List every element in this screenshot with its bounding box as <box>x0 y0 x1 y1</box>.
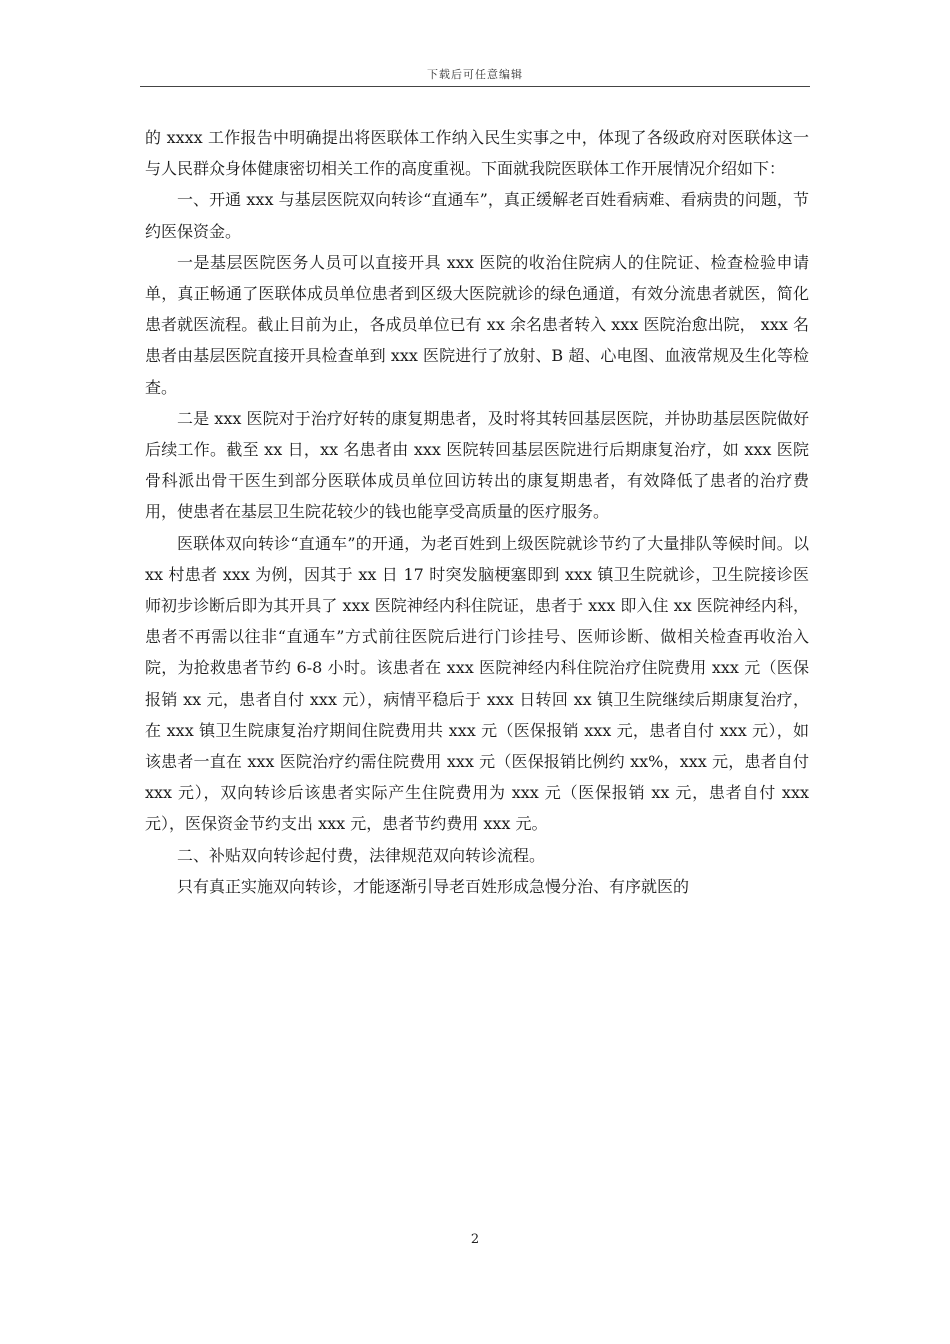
paragraph-point-2: 二是 xxx 医院对于治疗好转的康复期患者，及时将其转回基层医院，并协助基层医院做好后续工作。截至 xx 日，xx 名患者由 xxx 医院转回基层医院进行后期康复治疗，如 xxx 医院骨科派出骨干医生到部分医联体成员单位回访转出的康复期患者，有效降低了患者的治疗费用，使患者在基层卫生院花较少的钱也能享受高质量的医疗服务。 <box>145 408 809 522</box>
header-divider <box>140 86 810 87</box>
paragraph-point-1: 一是基层医院医务人员可以直接开具 xxx 医院的收治住院病人的住院证、检查检验申请单，真正畅通了医联体成员单位患者到区级大医院就诊的绿色通道，有效分流患者就医，简化患者就医流程。截止目前为止，各成员单位已有 xx 余名患者转入 xxx 医院治愈出院， xxx 名患者由基层医院直接开具检查单到 xxx 医院进行了放射、B 超、心电图、血液常规及生化等检查。 <box>145 252 809 397</box>
page-number: 2 <box>470 1232 480 1247</box>
document-body <box>145 122 809 902</box>
page-header: 下载后可任意编辑 <box>427 68 523 81</box>
paragraph-case-example: 医联体双向转诊“直通车”的开通，为老百姓到上级医院就诊节约了大量排队等候时间。以 xx 村患者 xxx 为例，因其于 xx 日 17 时突发脑梗塞即到 xxx 镇卫生院就诊，卫生院接诊医师初步诊断后即为其开具了 xxx 医院神经内科住院证，患者于 xxx 即入住 xx 医院神经内科，患者不再需以往非“直通车”方式前往医院后进行门诊挂号、医师诊断、做相关检查再收治入院，为抢救患者节约 6-8 小时。该患者在 xxx 医院神经内科住院治疗住院费用 xxx 元（医保报销 xx 元，患者自付 xxx 元），病情平稳后于 xxx 日转回 xx 镇卫生院继续后期康复治疗，在 xxx 镇卫生院康复治疗期间住院费用共 xxx 元（医保报销 xxx 元，患者自付 xxx 元），如该患者一直在 xxx 医院治疗约需住院费用 xxx 元（医保报销比例约 xx%，xxx 元，患者自付 xxx 元），双向转诊后该患者实际产生住院费用为 xxx 元（医保报销 xx 元，患者自付 xxx 元），医保资金节约支出 xxx 元，患者节约费用 xxx 元。 <box>145 533 809 834</box>
paragraph-continuation: 的 xxxx 工作报告中明确提出将医联体工作纳入民生实事之中，体现了各级政府对医联体这一与人民群众身体健康密切相关工作的高度重视。下面就我院医联体工作开展情况介绍如下： <box>145 128 809 179</box>
section-heading-1: 一、开通 xxx 与基层医院双向转诊“直通车”，真正缓解老百姓看病难、看病贵的问题，节约医保资金。 <box>145 190 809 241</box>
paragraph-closing: 只有真正实施双向转诊，才能逐渐引导老百姓形成急慢分治、有序就医的 <box>177 876 690 896</box>
section-heading-2: 二、补贴双向转诊起付费，法律规范双向转诊流程。 <box>177 845 546 865</box>
